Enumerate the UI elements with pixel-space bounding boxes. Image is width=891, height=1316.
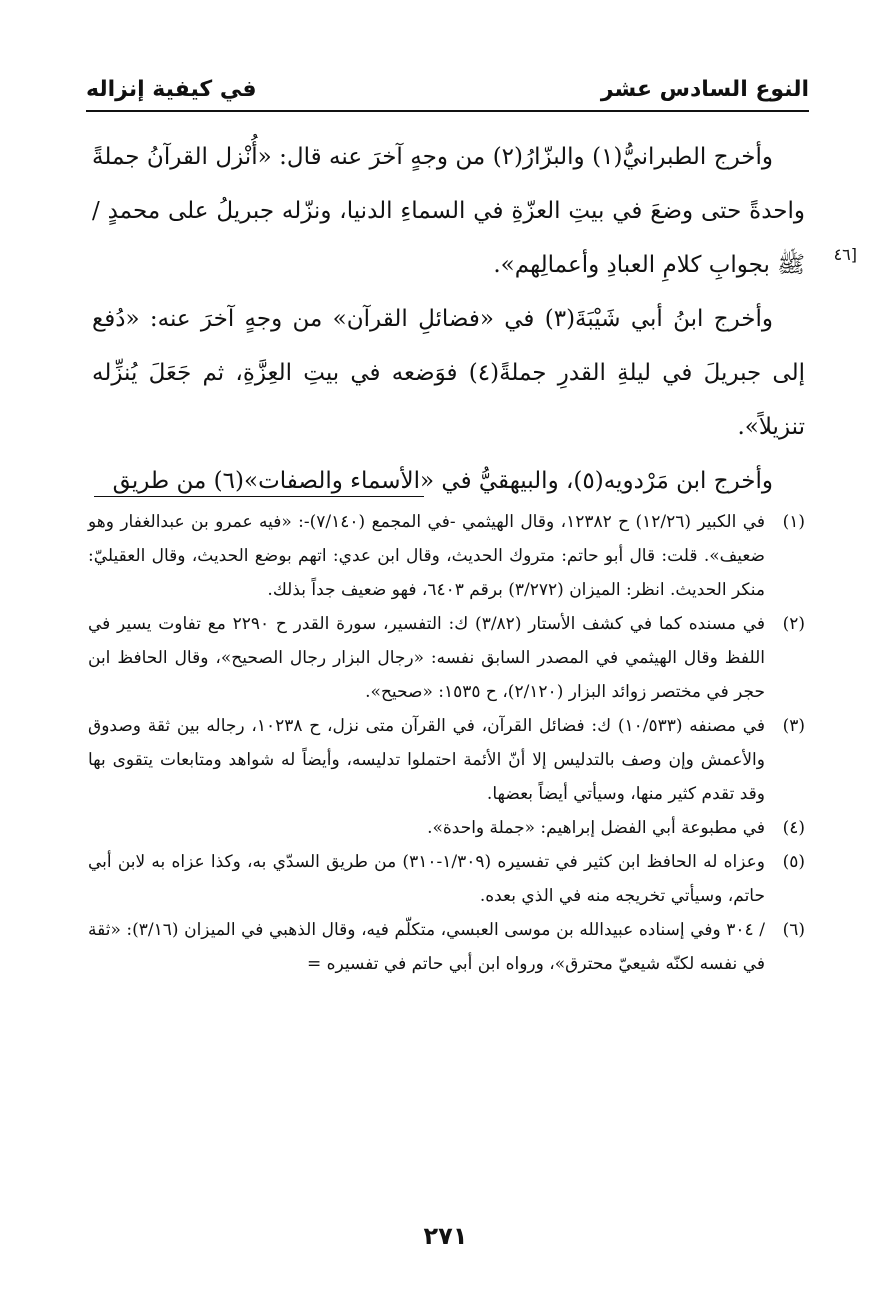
footnote-text: في الكبير (١٢/٢٦) ح ١٢٣٨٢، وقال الهيثمي -في المجمع (٧/١٤٠)-: «فيه عمرو بن عبدالغفار وهو ضعيف». قلت: قال أبو حاتم: متروك الحديث، وقال ابن عدي: اتهم بوضع الحديث، وقال العقيليّ: منكر الحديث. انظر: الميزان (٣/٢٧٢) برقم ٦٤٠٣، فهو ضعيف جداً بذلك. <box>88 512 766 600</box>
body-paragraph: وأخرج ابن مَرْدويه(٥)، والبيهقيُّ في «الأسماء والصفات»(٦) من طريق <box>112 468 773 494</box>
footnotes <box>88 505 805 981</box>
page-number: ٢٧١ <box>423 1222 468 1250</box>
margin-page-reference: [٤٦ <box>833 245 857 264</box>
header-divider <box>86 110 809 112</box>
footnote-text: في مطبوعة أبي الفضل إبراهيم: «جملة واحدة». <box>427 818 765 838</box>
footnote-text: في مسنده كما في كشف الأستار (٣/٨٢) ك: التفسير، سورة القدر ح ٢٢٩٠ مع تفاوت يسير في اللفظ وقال الهيثمي في المصدر السابق نفسه: «رجال البزار رجال الصحيح»، وقال الحافظ ابن حجر في مختصر زوائد البزار (٢/١٢٠)، ح ١٥٣٥: «صحيح». <box>88 614 765 702</box>
footnote-item <box>88 913 805 981</box>
body-paragraph: وأخرج الطبرانيُّ(١) والبزّارُ(٢) من وجهٍ آخرَ عنه قال: «أُنْزل القرآنُ جملةً واحدةً حتى وضعَ في بيتِ العزّةِ في السماءِ الدنيا، ونزّله جبريلُ على محمدٍ / ﷺ بجوابِ كلامِ العبادِ وأعمالِهم». <box>92 144 805 278</box>
footnote-divider <box>94 496 424 497</box>
footnote-text: وعزاه له الحافظ ابن كثير في تفسيره (١/٣٠٩-٣١٠) من طريق السدّي به، وكذا عزاه به لابن أبي حاتم، وسيأتي تخريجه منه في الذي بعده. <box>88 852 766 906</box>
footnote-number: (٣) <box>782 716 805 736</box>
footnote-item <box>88 845 805 913</box>
body-paragraph: وأخرج ابنُ أبي شَيْبَةَ(٣) في «فضائلِ القرآن» من وجهٍ آخرَ عنه: «دُفع إلى جبريلَ في ليلةِ القدرِ جملةً(٤) فوَضعه في بيتِ العِزَّةِ، ثم جَعَلَ يُنزِّله تنزيلاً». <box>92 306 806 440</box>
footnote-item <box>88 811 805 845</box>
footnote-number: (٦) <box>782 920 805 940</box>
footnote-text: في مصنفه (١٠/٥٣٣) ك: فضائل القرآن، في القرآن متى نزل، ح ١٠٢٣٨، رجاله بين ثقة وصدوق والأعمش وإن وصف بالتدليس إلا أنّ الأئمة احتملوا تدليسه، وأيضاً له شواهد ومتابعات يتقوى بها وقد تقدم كثير منها، وسيأتي أيضاً بعضها. <box>88 716 765 804</box>
footnote-number: (٢) <box>782 614 805 634</box>
footnote-item <box>88 607 805 709</box>
main-text <box>92 130 805 508</box>
footnote-item <box>88 709 805 811</box>
footnote-number: (١) <box>782 512 806 532</box>
running-header <box>86 68 809 102</box>
section-title: في كيفية إنزاله <box>86 77 257 102</box>
footnote-number: (٤) <box>782 818 805 838</box>
footnote-text: / ٣٠٤ وفي إسناده عبيدالله بن موسى العبسي، متكلّم فيه، وقال الذهبي في الميزان (٣/١٦): «ثقة في نفسه لكنّه شيعيّ محترق»، ورواه ابن أبي حاتم في تفسيره = <box>88 920 765 974</box>
footnote-number: (٥) <box>782 852 806 872</box>
footnote-item <box>88 505 805 607</box>
chapter-title: النوع السادس عشر <box>600 77 809 102</box>
